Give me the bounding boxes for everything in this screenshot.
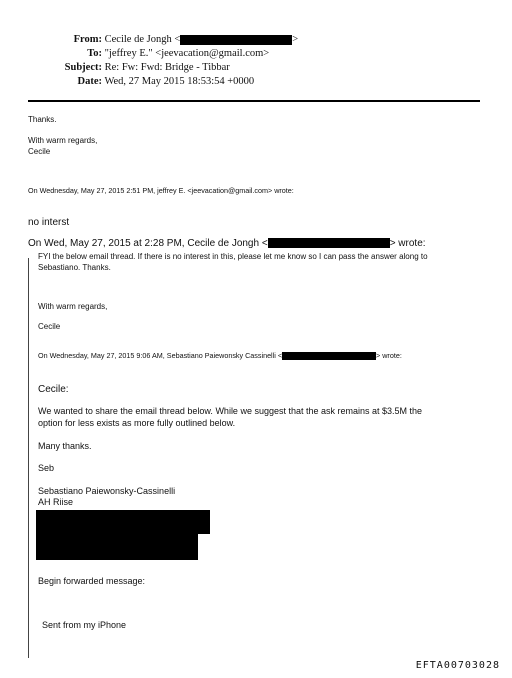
from-label: From: [73, 34, 102, 45]
date-row [42, 76, 254, 87]
quote3-thanks: Many thanks. [38, 441, 92, 451]
sent-from: Sent from my iPhone [42, 620, 127, 630]
quote3-attribution-end: > wrote: [376, 351, 402, 360]
from-close: > [292, 34, 299, 45]
quote3-sig-short: Seb [38, 463, 55, 473]
quote2-attribution-end: > wrote: [389, 238, 426, 249]
quote1-attribution: On Wednesday, May 27, 2015 2:51 PM, jeffrey E. <jeevacation@gmail.com> wrote: [28, 186, 294, 195]
subject-label: Subject: [64, 62, 102, 73]
redaction-block [36, 534, 198, 560]
quote2-attribution [28, 238, 426, 249]
quote3-line1: We wanted to share the email thread below. While we suggest that the ask remains at $3.5M the [38, 406, 423, 416]
quote2-regards: With warm regards, [38, 302, 108, 311]
quote1-body: no interst [28, 217, 70, 228]
quote3-sig-name: Sebastiano Paiewonsky-Cassinelli [38, 486, 176, 496]
quote3-sig-company: AH Riise [38, 497, 74, 507]
quote3-line2: option for less exists as more fully outlined below. [38, 418, 236, 428]
forwarded-label: Begin forwarded message: [38, 576, 146, 586]
bates-number: EFTA00703028 [415, 660, 500, 671]
to-label: To: [87, 48, 102, 59]
reply-thanks: Thanks. [28, 115, 57, 124]
quote3-greeting: Cecile: [38, 384, 69, 395]
redaction-box [180, 35, 292, 45]
quote2-attribution-start: On Wed, May 27, 2015 at 2:28 PM, Cecile de Jongh < [28, 238, 268, 249]
redaction-box [268, 238, 390, 248]
redaction-box [282, 352, 376, 360]
quote2-name: Cecile [38, 322, 61, 331]
subject-value: Re: Fw: Fwd: Bridge - Tibbar [104, 62, 230, 73]
reply-name: Cecile [28, 147, 51, 156]
date-value: Wed, 27 May 2015 18:53:54 +0000 [104, 76, 255, 87]
reply-regards: With warm regards, [28, 136, 98, 145]
to-row [42, 48, 269, 59]
from-value: Cecile de Jongh < [104, 34, 181, 45]
date-label: Date: [77, 76, 102, 87]
quote3-attribution-start: On Wednesday, May 27, 2015 9:06 AM, Sebastiano Paiewonsky Cassinelli < [38, 351, 283, 360]
quote-bar [28, 258, 29, 658]
quote2-line1: FYI the below email thread. If there is no interest in this, please let me know so I can pass the answer along to [38, 252, 428, 261]
header-divider [28, 100, 480, 102]
quote3-attribution [38, 351, 402, 360]
subject-row [42, 62, 230, 73]
redaction-block [36, 510, 210, 534]
quote2-line2: Sebastiano. Thanks. [38, 263, 111, 272]
from-row [42, 34, 298, 45]
to-value: "jeffrey E." <jeevacation@gmail.com> [104, 48, 270, 59]
